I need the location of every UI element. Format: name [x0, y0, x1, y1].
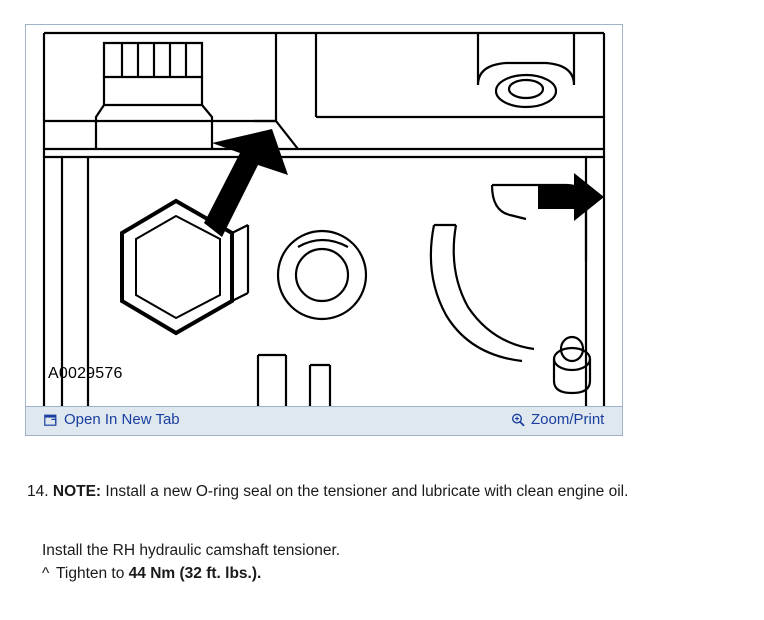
magnifier-icon [511, 413, 525, 427]
figure-illustration [26, 25, 622, 406]
note-label: NOTE: [52, 483, 102, 500]
figure-panel [25, 24, 623, 436]
zoom-print-button[interactable] [511, 412, 604, 427]
figure-toolbar [26, 406, 622, 435]
figure-code: A0029576 [48, 365, 123, 382]
bullet-suffix: . [257, 565, 262, 582]
note-text: Install a new O-ring seal on the tensioner and lubricate with clean engine oil. [105, 483, 629, 500]
step-bullet [42, 562, 732, 585]
step-note-line [27, 482, 737, 502]
step-instruction: Install the RH hydraulic camshaft tensioner. [42, 542, 341, 559]
bullet-marker: ^ [42, 565, 50, 582]
step-number: 14. [27, 483, 49, 500]
new-window-icon [44, 413, 58, 427]
torque-value: 44 Nm (32 ft. lbs.) [128, 565, 258, 582]
step-14-body [42, 539, 732, 585]
bullet-prefix: Tighten to [56, 565, 129, 582]
zoom-print-label: Zoom/Print [531, 411, 605, 428]
right-gutter [752, 0, 764, 620]
open-in-new-tab-label: Open In New Tab [64, 411, 180, 428]
open-in-new-tab-button[interactable] [44, 412, 180, 427]
step-14 [27, 482, 737, 502]
